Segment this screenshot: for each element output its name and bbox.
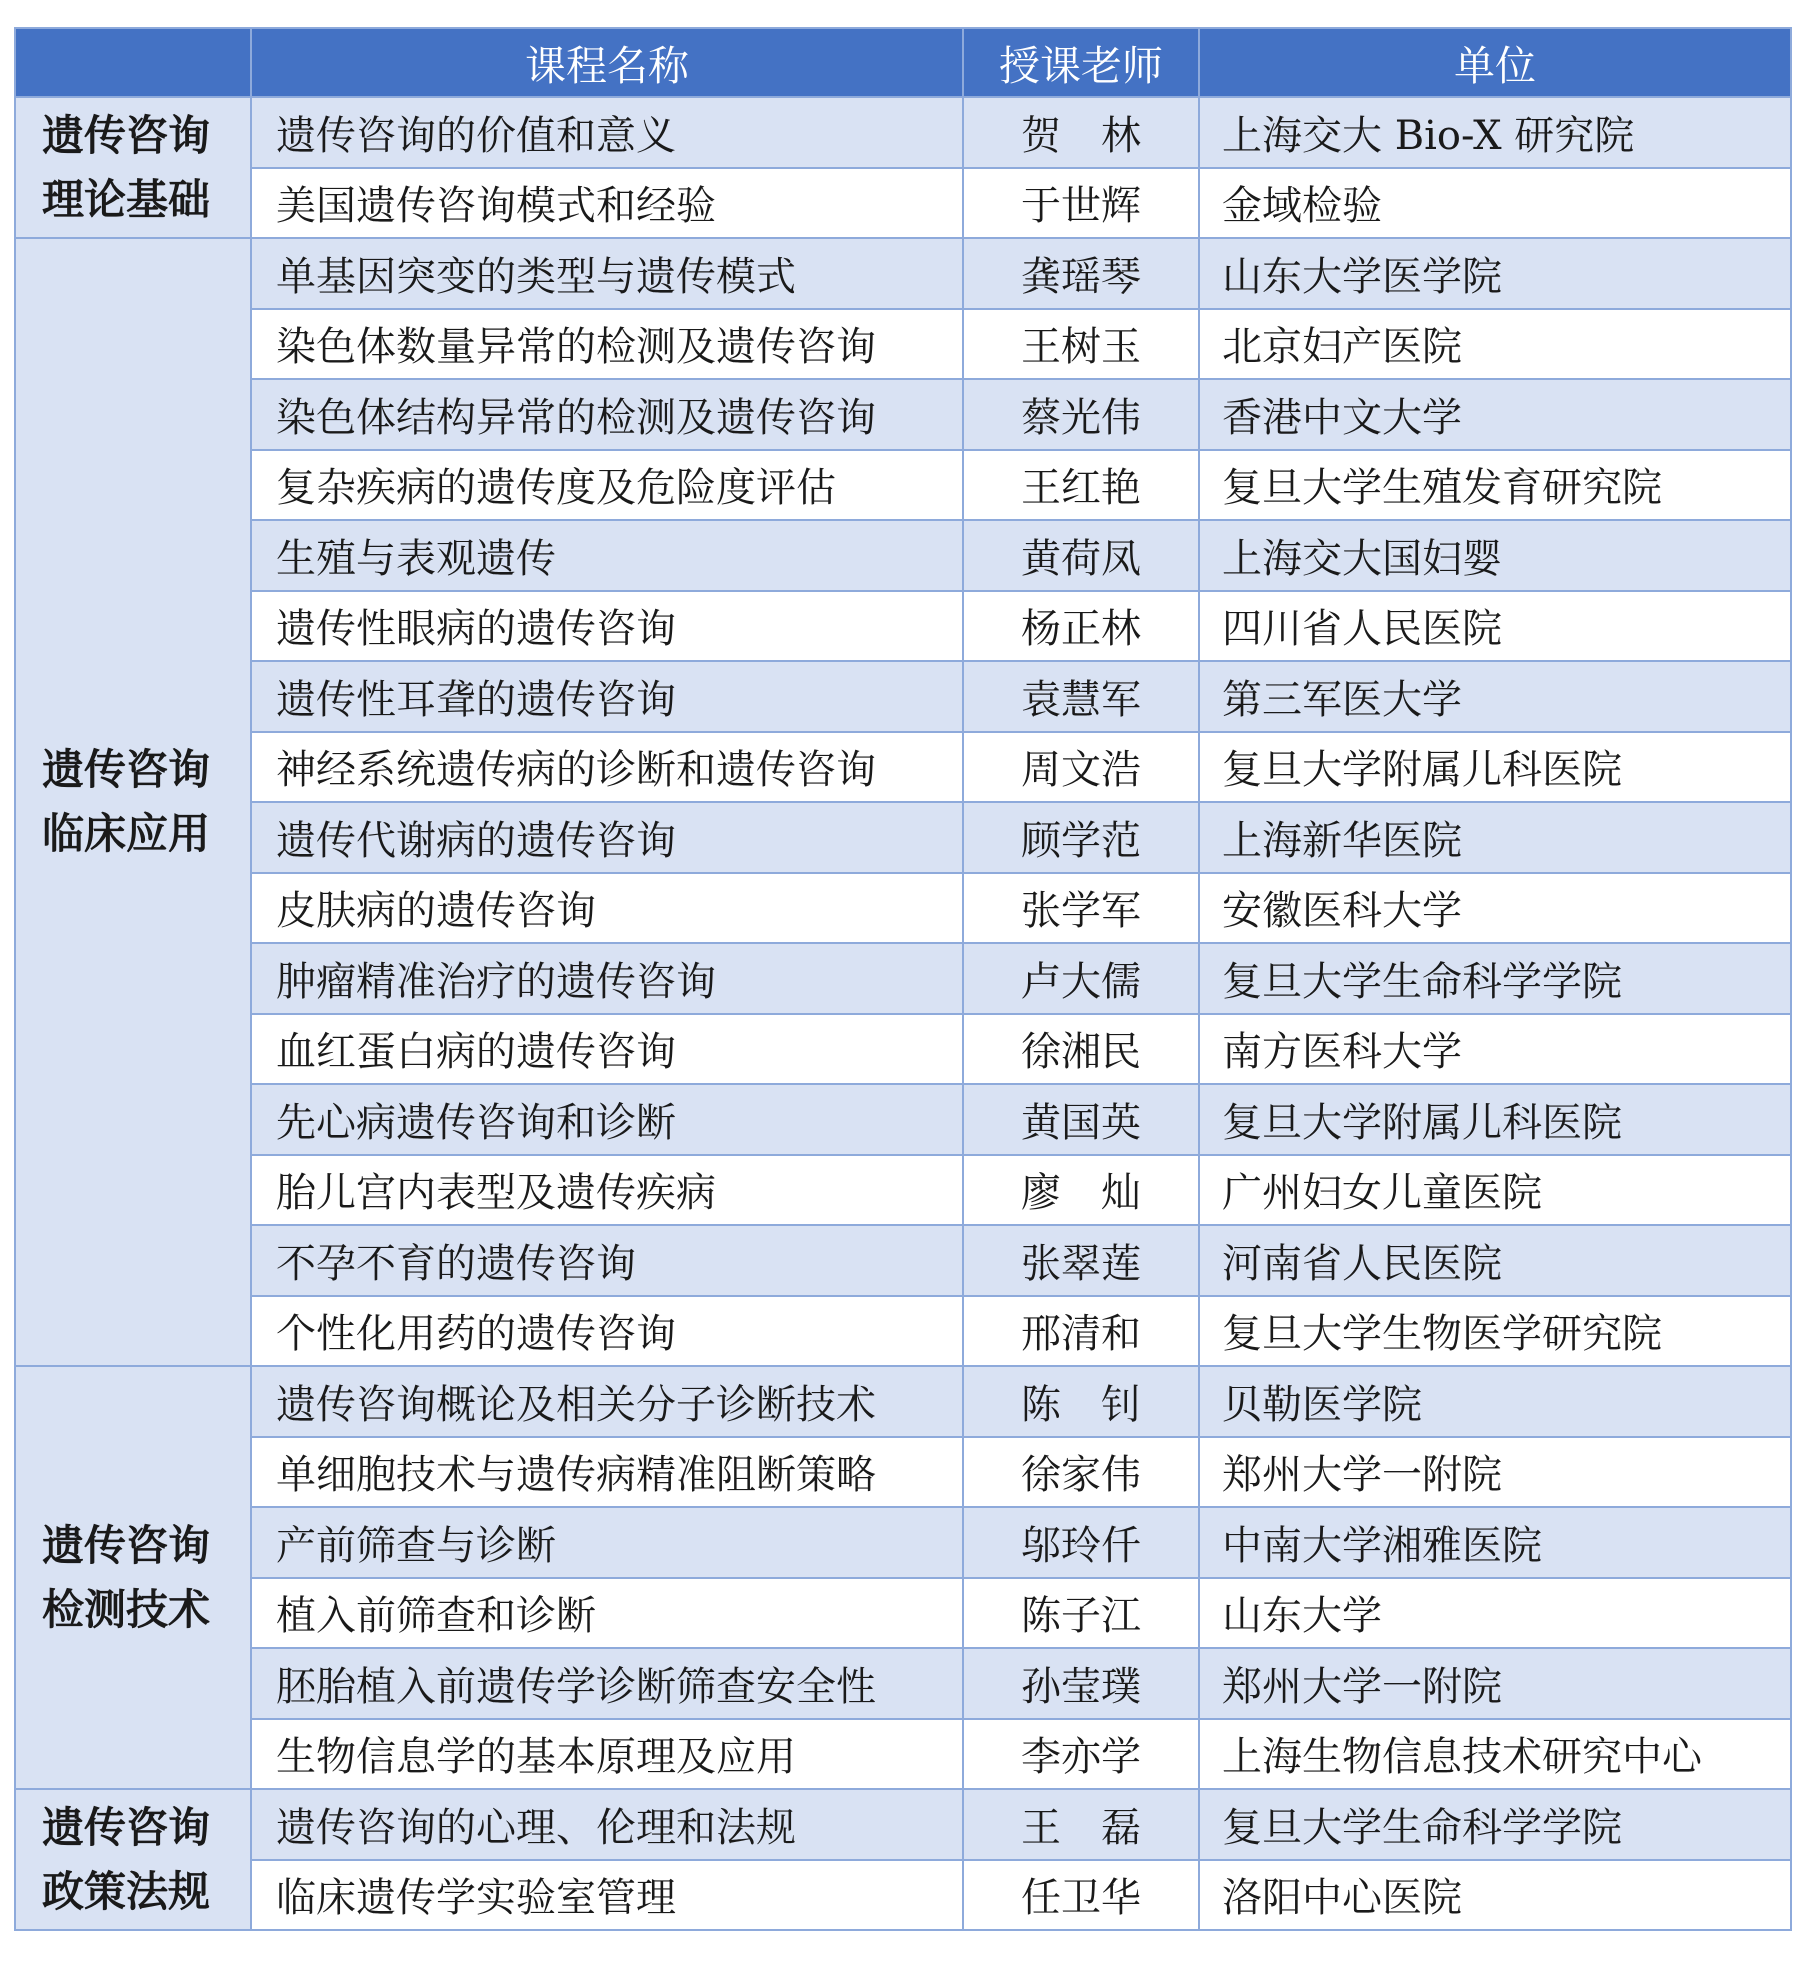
- course-cell: 遗传咨询的心理、伦理和法规: [251, 1789, 963, 1860]
- course-cell: 血红蛋白病的遗传咨询: [251, 1014, 963, 1085]
- teacher-cell: 黄国英: [963, 1084, 1199, 1155]
- teacher-cell: 李亦学: [963, 1719, 1199, 1790]
- table-header-row: [15, 28, 1791, 97]
- course-table: [14, 27, 1792, 1931]
- table-row: [15, 661, 1791, 732]
- table-row: [15, 1719, 1791, 1790]
- course-cell: 神经系统遗传病的诊断和遗传咨询: [251, 732, 963, 803]
- course-cell: 遗传咨询的价值和意义: [251, 97, 963, 168]
- table-row: [15, 379, 1791, 450]
- table-row: [15, 591, 1791, 662]
- unit-cell: 四川省人民医院: [1199, 591, 1791, 662]
- table-row: [15, 1860, 1791, 1931]
- course-table-container: [14, 27, 1790, 1931]
- teacher-cell: 王 磊: [963, 1789, 1199, 1860]
- teacher-cell: 徐家伟: [963, 1437, 1199, 1508]
- category-cell: 遗传咨询 政策法规: [15, 1789, 251, 1930]
- table-row: [15, 1366, 1791, 1437]
- table-row: [15, 450, 1791, 521]
- course-cell: 产前筛查与诊断: [251, 1507, 963, 1578]
- unit-cell: 河南省人民医院: [1199, 1225, 1791, 1296]
- unit-cell: 北京妇产医院: [1199, 309, 1791, 380]
- course-cell: 个性化用药的遗传咨询: [251, 1296, 963, 1367]
- teacher-cell: 张学军: [963, 873, 1199, 944]
- unit-cell: 安徽医科大学: [1199, 873, 1791, 944]
- teacher-cell: 王树玉: [963, 309, 1199, 380]
- unit-cell: 上海生物信息技术研究中心: [1199, 1719, 1791, 1790]
- course-cell: 生物信息学的基本原理及应用: [251, 1719, 963, 1790]
- unit-cell: 复旦大学附属儿科医院: [1199, 1084, 1791, 1155]
- table-row: [15, 520, 1791, 591]
- teacher-cell: 孙莹璞: [963, 1648, 1199, 1719]
- course-cell: 生殖与表观遗传: [251, 520, 963, 591]
- teacher-cell: 袁慧军: [963, 661, 1199, 732]
- teacher-cell: 任卫华: [963, 1860, 1199, 1931]
- table-row: [15, 309, 1791, 380]
- unit-cell: 郑州大学一附院: [1199, 1648, 1791, 1719]
- course-cell: 单细胞技术与遗传病精准阻断策略: [251, 1437, 963, 1508]
- teacher-cell: 黄荷凤: [963, 520, 1199, 591]
- teacher-cell: 于世辉: [963, 168, 1199, 239]
- unit-cell: 上海交大国妇婴: [1199, 520, 1791, 591]
- teacher-cell: 陈子江: [963, 1578, 1199, 1649]
- teacher-cell: 邬玲仟: [963, 1507, 1199, 1578]
- course-cell: 胎儿宫内表型及遗传疾病: [251, 1155, 963, 1226]
- teacher-cell: 陈 钊: [963, 1366, 1199, 1437]
- table-row: [15, 1507, 1791, 1578]
- table-row: [15, 802, 1791, 873]
- table-row: [15, 1155, 1791, 1226]
- teacher-cell: 王红艳: [963, 450, 1199, 521]
- teacher-cell: 蔡光伟: [963, 379, 1199, 450]
- table-row: [15, 1578, 1791, 1649]
- unit-cell: 复旦大学生命科学学院: [1199, 943, 1791, 1014]
- teacher-cell: 贺 林: [963, 97, 1199, 168]
- unit-cell: 广州妇女儿童医院: [1199, 1155, 1791, 1226]
- unit-cell: 贝勒医学院: [1199, 1366, 1791, 1437]
- table-row: [15, 1084, 1791, 1155]
- teacher-cell: 龚瑶琴: [963, 238, 1199, 309]
- header-teacher: 授课老师: [963, 28, 1199, 97]
- course-cell: 美国遗传咨询模式和经验: [251, 168, 963, 239]
- table-row: [15, 732, 1791, 803]
- course-cell: 遗传性耳聋的遗传咨询: [251, 661, 963, 732]
- table-row: [15, 97, 1791, 168]
- table-body: [15, 97, 1791, 1930]
- unit-cell: 复旦大学生命科学学院: [1199, 1789, 1791, 1860]
- table-row: [15, 1789, 1791, 1860]
- unit-cell: 郑州大学一附院: [1199, 1437, 1791, 1508]
- table-row: [15, 1437, 1791, 1508]
- teacher-cell: 卢大儒: [963, 943, 1199, 1014]
- unit-cell: 香港中文大学: [1199, 379, 1791, 450]
- course-cell: 染色体结构异常的检测及遗传咨询: [251, 379, 963, 450]
- course-cell: 临床遗传学实验室管理: [251, 1860, 963, 1931]
- unit-cell: 中南大学湘雅医院: [1199, 1507, 1791, 1578]
- table-row: [15, 168, 1791, 239]
- unit-cell: 金域检验: [1199, 168, 1791, 239]
- course-cell: 先心病遗传咨询和诊断: [251, 1084, 963, 1155]
- course-cell: 复杂疾病的遗传度及危险度评估: [251, 450, 963, 521]
- unit-cell: 第三军医大学: [1199, 661, 1791, 732]
- header-unit: 单位: [1199, 28, 1791, 97]
- unit-cell: 复旦大学附属儿科医院: [1199, 732, 1791, 803]
- table-row: [15, 238, 1791, 309]
- header-corner: [15, 28, 251, 97]
- course-cell: 染色体数量异常的检测及遗传咨询: [251, 309, 963, 380]
- table-row: [15, 1014, 1791, 1085]
- unit-cell: 山东大学: [1199, 1578, 1791, 1649]
- table-row: [15, 943, 1791, 1014]
- teacher-cell: 杨正林: [963, 591, 1199, 662]
- table-row: [15, 873, 1791, 944]
- unit-cell: 洛阳中心医院: [1199, 1860, 1791, 1931]
- table-row: [15, 1296, 1791, 1367]
- course-cell: 肿瘤精准治疗的遗传咨询: [251, 943, 963, 1014]
- category-cell: 遗传咨询 理论基础: [15, 97, 251, 238]
- unit-cell: 复旦大学生物医学研究院: [1199, 1296, 1791, 1367]
- course-cell: 单基因突变的类型与遗传模式: [251, 238, 963, 309]
- course-cell: 不孕不育的遗传咨询: [251, 1225, 963, 1296]
- teacher-cell: 张翠莲: [963, 1225, 1199, 1296]
- course-cell: 皮肤病的遗传咨询: [251, 873, 963, 944]
- teacher-cell: 徐湘民: [963, 1014, 1199, 1085]
- teacher-cell: 周文浩: [963, 732, 1199, 803]
- header-course: 课程名称: [251, 28, 963, 97]
- unit-cell: 上海交大 Bio-X 研究院: [1199, 97, 1791, 168]
- teacher-cell: 顾学范: [963, 802, 1199, 873]
- unit-cell: 复旦大学生殖发育研究院: [1199, 450, 1791, 521]
- course-cell: 植入前筛查和诊断: [251, 1578, 963, 1649]
- course-cell: 胚胎植入前遗传学诊断筛查安全性: [251, 1648, 963, 1719]
- table-row: [15, 1648, 1791, 1719]
- category-cell: 遗传咨询 临床应用: [15, 238, 251, 1366]
- unit-cell: 上海新华医院: [1199, 802, 1791, 873]
- table-row: [15, 1225, 1791, 1296]
- unit-cell: 南方医科大学: [1199, 1014, 1791, 1085]
- course-cell: 遗传代谢病的遗传咨询: [251, 802, 963, 873]
- category-cell: 遗传咨询 检测技术: [15, 1366, 251, 1789]
- unit-cell: 山东大学医学院: [1199, 238, 1791, 309]
- teacher-cell: 廖 灿: [963, 1155, 1199, 1226]
- course-cell: 遗传性眼病的遗传咨询: [251, 591, 963, 662]
- teacher-cell: 邢清和: [963, 1296, 1199, 1367]
- course-cell: 遗传咨询概论及相关分子诊断技术: [251, 1366, 963, 1437]
